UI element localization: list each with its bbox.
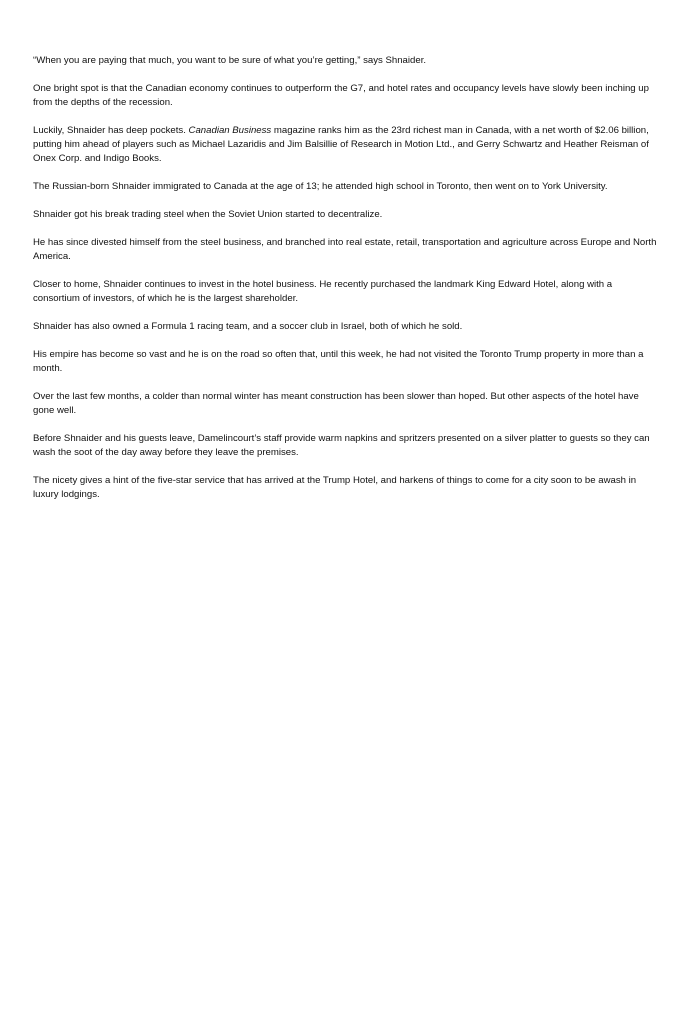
article-body [33, 54, 658, 516]
paragraph-diversification: He has since divested himself from the steel business, and branched into real estate, retail, transportation and agriculture across Europe and North America. [33, 237, 657, 262]
paragraph-sports-teams: Shnaider has also owned a Formula 1 racing team, and a soccer club in Israel, both of which he sold. [33, 321, 463, 332]
paragraph-economy: One bright spot is that the Canadian economy continues to outperform the G7, and hotel rates and occupancy levels have slowly been inching up from the depths of the recession. [33, 83, 649, 108]
paragraph-construction: Over the last few months, a colder than normal winter has meant construction has been slower than hoped. But other aspects of the hotel have gone well. [33, 391, 639, 416]
paragraph-net-worth-rest: magazine ranks him as the 23rd richest man in Canada, with a net worth of $2.06 billion, putting him ahead of players such as Michael Lazaridis and Jim Balsillie of Research in Motion Ltd., and Gerry Schwartz and Heather Reisman of Onex Corp. and Indigo Books. [33, 125, 649, 164]
paragraph-steel-break: Shnaider got his break trading steel when the Soviet Union started to decentralize. [33, 209, 383, 220]
paragraph-background: The Russian-born Shnaider immigrated to Canada at the age of 13; he attended high school in Toronto, then went on to York University. [33, 181, 608, 192]
paragraph-hospitality: Before Shnaider and his guests leave, Damelincourt’s staff provide warm napkins and spritzers presented on a silver platter to guests so they can wash the soot of the day away before they leave the premises. [33, 433, 650, 458]
paragraph-closing: The nicety gives a hint of the five-star service that has arrived at the Trump Hotel, and harkens of things to come for a city soon to be awash in luxury lodgings. [33, 475, 637, 500]
magazine-name: Canadian Business [188, 125, 272, 136]
paragraph-net-worth [33, 124, 658, 166]
paragraph-quote: “When you are paying that much, you want to be sure of what you’re getting,” says Shnaider. [33, 55, 427, 66]
paragraph-net-worth-lead: Luckily, Shnaider has deep pockets. [33, 125, 189, 136]
paragraph-hotel-investment: Closer to home, Shnaider continues to invest in the hotel business. He recently purchased the landmark King Edward Hotel, along with a consortium of investors, of which he is the largest shareholder. [33, 279, 613, 304]
paragraph-empire: His empire has become so vast and he is on the road so often that, until this week, he had not visited the Toronto Trump property in more than a month. [33, 349, 644, 374]
